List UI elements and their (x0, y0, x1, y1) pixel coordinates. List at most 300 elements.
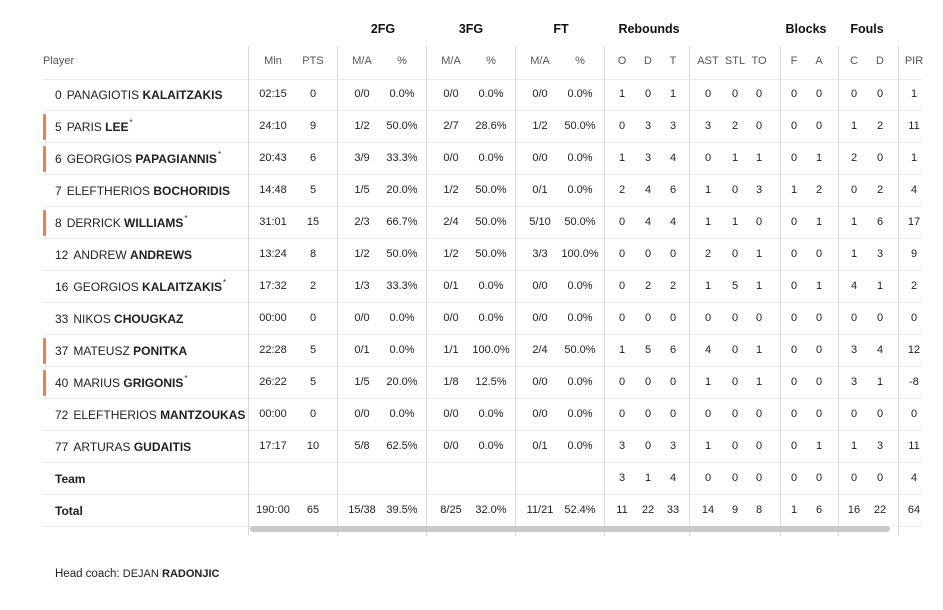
stat-stl: 0 (731, 440, 739, 452)
table-row[interactable] (43, 431, 923, 463)
column-divider (337, 46, 338, 536)
stat-min: 02:15 (259, 88, 287, 100)
stat-d: 1 (644, 472, 652, 484)
stat-t: 33 (666, 504, 680, 516)
stat-o: 0 (618, 408, 626, 420)
stat-fg2-pct: 33.3% (386, 152, 418, 164)
player-first-name: ELEFTHERIOS (73, 408, 157, 422)
starter-marker (43, 370, 46, 396)
player-number: 72 (55, 408, 69, 422)
stat-fd: 0 (876, 312, 884, 324)
column-header-pir: PIR (904, 55, 924, 67)
stat-fg3-pct: 100.0% (472, 344, 510, 356)
stat-fg2-ma: 0/0 (354, 408, 370, 420)
column-divider (426, 46, 427, 536)
stat-pts: 10 (306, 440, 320, 452)
total-row-label: Total (55, 504, 83, 518)
player-first-name: ELEFTHERIOS (66, 184, 151, 198)
stat-stl: 0 (731, 376, 739, 388)
player-last-name: CHOUGKAZ (114, 312, 184, 326)
stat-fg2-pct: 50.0% (386, 120, 418, 132)
stat-d: 0 (644, 376, 652, 388)
stat-bf: 0 (790, 408, 798, 420)
stat-fg3-pct: 0.0% (478, 280, 504, 292)
stat-ft-ma: 0/0 (532, 280, 548, 292)
stat-pir: 11 (908, 120, 920, 132)
stat-o: 1 (618, 152, 626, 164)
player-name[interactable] (55, 216, 188, 230)
stat-bf: 0 (790, 312, 798, 324)
player-number: 6 (55, 152, 62, 166)
player-last-name: GRIGONIS (123, 376, 184, 390)
stat-fg2-ma: 15/38 (348, 504, 376, 516)
stat-fg3-ma: 2/4 (443, 216, 459, 228)
player-name[interactable] (55, 312, 184, 326)
stat-min: 22:28 (259, 344, 287, 356)
stat-fg2-pct: 20.0% (386, 376, 418, 388)
stat-ft-ma: 5/10 (529, 216, 551, 228)
stat-ft-ma: 0/1 (532, 184, 548, 196)
stat-fg3-ma: 0/0 (443, 88, 459, 100)
stat-fd: 0 (876, 88, 884, 100)
stat-t: 0 (669, 376, 677, 388)
column-divider (248, 46, 249, 536)
stat-fg3-pct: 12.5% (475, 376, 507, 388)
stat-t: 4 (669, 152, 677, 164)
stat-ft-ma: 0/0 (532, 408, 548, 420)
stat-stl: 0 (731, 88, 739, 100)
stat-o: 0 (618, 280, 626, 292)
stat-ft-ma: 1/2 (532, 120, 548, 132)
player-name[interactable] (55, 152, 221, 166)
stat-to: 1 (755, 280, 763, 292)
player-number: 33 (55, 312, 69, 326)
stat-stl: 9 (731, 504, 739, 516)
stat-to: 0 (755, 88, 763, 100)
stat-to: 1 (755, 376, 763, 388)
stat-fg3-ma: 0/0 (443, 312, 459, 324)
stat-fg2-ma: 0/1 (354, 344, 370, 356)
stat-fd: 2 (876, 120, 884, 132)
stat-fg3-pct: 0.0% (478, 408, 504, 420)
stat-pts: 0 (309, 88, 317, 100)
stat-fd: 3 (876, 440, 884, 452)
stat-pir: 17 (907, 216, 921, 228)
player-name[interactable] (55, 376, 188, 390)
stat-fc: 16 (847, 504, 861, 516)
table-row[interactable] (43, 175, 923, 207)
stat-ft-pct: 50.0% (564, 344, 596, 356)
group-rebounds: Rebounds (618, 22, 680, 36)
stat-pts: 5 (309, 184, 317, 196)
player-name[interactable] (55, 440, 192, 454)
stat-t: 3 (669, 440, 677, 452)
stat-fc: 1 (850, 248, 858, 260)
stat-ft-pct: 0.0% (567, 88, 593, 100)
stat-stl: 0 (731, 408, 739, 420)
stat-to: 1 (755, 344, 763, 356)
stat-fc: 1 (850, 120, 858, 132)
stat-min: 17:32 (259, 280, 287, 292)
group-fouls: Fouls (850, 22, 884, 36)
player-first-name: ANDREW (73, 248, 127, 262)
stat-fc: 0 (850, 312, 858, 324)
stat-min: 26:22 (259, 376, 287, 388)
stat-ast: 0 (704, 312, 712, 324)
stat-t: 0 (669, 248, 677, 260)
stat-t: 0 (669, 312, 677, 324)
stat-o: 11 (616, 504, 628, 516)
stat-ast: 0 (704, 152, 712, 164)
stat-ast: 1 (704, 280, 712, 292)
stat-fg3-ma: 1/8 (443, 376, 459, 388)
coach-label: Head coach: (55, 568, 120, 580)
stat-pir: 9 (910, 248, 918, 260)
stat-ft-pct: 0.0% (567, 280, 593, 292)
stat-ba: 0 (815, 88, 823, 100)
stat-pir: 4 (910, 184, 918, 196)
column-header-ast: AST (697, 55, 719, 67)
stat-ba: 2 (815, 184, 823, 196)
stat-ft-pct: 100.0% (561, 248, 599, 260)
stat-min: 24:10 (259, 120, 287, 132)
stat-o: 3 (618, 440, 626, 452)
player-last-name: PONITKA (133, 344, 188, 358)
stat-stl: 5 (731, 280, 739, 292)
stat-ba: 0 (815, 472, 823, 484)
column-header-blk-a: A (815, 55, 823, 67)
player-star-mark: * (223, 278, 227, 287)
stat-ft-pct: 0.0% (567, 184, 593, 196)
player-first-name: PARIS (66, 120, 102, 134)
stat-fg2-ma: 1/2 (354, 120, 370, 132)
stat-ba: 1 (815, 440, 823, 452)
stat-fd: 6 (876, 216, 884, 228)
stat-min: 17:17 (259, 440, 287, 452)
stat-d: 0 (644, 88, 652, 100)
stat-ast: 0 (704, 88, 712, 100)
table-row[interactable] (43, 303, 923, 335)
column-divider (780, 46, 781, 536)
stat-pir: 0 (910, 408, 918, 420)
stat-ast: 1 (704, 184, 712, 196)
stat-bf: 0 (790, 440, 798, 452)
stat-fg2-pct: 0.0% (389, 312, 415, 324)
stat-min: 14:48 (259, 184, 287, 196)
player-number: 16 (55, 280, 69, 294)
stat-ast: 1 (704, 376, 712, 388)
player-name[interactable] (55, 344, 188, 358)
stat-d: 0 (644, 312, 652, 324)
player-star-mark: * (184, 374, 188, 383)
stat-fg2-pct: 0.0% (389, 88, 415, 100)
stat-fg2-ma: 1/5 (354, 184, 370, 196)
starter-marker (43, 210, 46, 236)
stat-ft-pct: 50.0% (564, 216, 596, 228)
stat-fc: 0 (850, 88, 858, 100)
player-name[interactable] (55, 184, 231, 198)
stat-fd: 0 (876, 152, 884, 164)
stat-fg2-ma: 1/2 (354, 248, 370, 260)
stat-fc: 3 (850, 344, 858, 356)
column-header-reb-o: O (617, 55, 627, 67)
table-row[interactable] (43, 79, 923, 111)
player-last-name: PAPAGIANNIS (135, 152, 217, 166)
column-header-fg3-pct: % (486, 55, 496, 67)
stat-min: 31:01 (259, 216, 287, 228)
stat-o: 1 (618, 344, 626, 356)
stat-o: 0 (618, 248, 626, 260)
table-row[interactable] (43, 367, 923, 399)
stat-t: 4 (669, 216, 677, 228)
total-row (43, 495, 923, 527)
column-header-reb-t: T (669, 55, 677, 67)
stat-fg2-pct: 0.0% (389, 408, 415, 420)
table-row[interactable] (43, 207, 923, 239)
table-row[interactable] (43, 335, 923, 367)
column-header-reb-d: D (644, 55, 652, 67)
column-header-ft-ma: M/A (530, 55, 550, 67)
stat-d: 3 (644, 120, 652, 132)
stat-fg2-ma: 1/3 (354, 280, 370, 292)
stat-ba: 0 (815, 312, 823, 324)
stat-fg2-pct: 0.0% (389, 344, 415, 356)
stat-fd: 4 (876, 344, 884, 356)
stat-fg3-ma: 2/7 (443, 120, 459, 132)
stat-pts: 5 (309, 344, 317, 356)
stat-pir: 0 (910, 312, 918, 324)
group-ft: FT (553, 22, 569, 36)
stat-fd: 2 (876, 184, 884, 196)
stat-ft-pct: 0.0% (567, 312, 593, 324)
stat-d: 0 (644, 440, 652, 452)
stat-fg2-pct: 66.7% (386, 216, 418, 228)
stat-ast: 0 (704, 408, 712, 420)
stat-ba: 1 (815, 152, 823, 164)
player-first-name: NIKOS (73, 312, 111, 326)
stat-ft-ma: 2/4 (532, 344, 548, 356)
stat-pts: 0 (309, 312, 317, 324)
stat-d: 4 (644, 216, 652, 228)
stat-o: 0 (618, 216, 626, 228)
stat-t: 6 (669, 184, 677, 196)
group-2fg: 2FG (370, 22, 396, 36)
player-number: 0 (55, 88, 62, 102)
player-star-mark: * (129, 118, 133, 127)
stat-to: 8 (755, 504, 763, 516)
player-last-name: MANTZOUKAS (160, 408, 246, 422)
stat-o: 0 (618, 312, 626, 324)
table-row[interactable] (43, 111, 923, 143)
stat-fc: 4 (850, 280, 858, 292)
stat-o: 2 (618, 184, 626, 196)
starter-marker (43, 338, 46, 364)
stat-fg3-ma: 0/0 (443, 440, 459, 452)
stat-ft-pct: 50.0% (564, 120, 596, 132)
stat-fg3-pct: 0.0% (478, 152, 504, 164)
stat-o: 1 (618, 88, 626, 100)
stat-fg3-ma: 0/0 (443, 408, 459, 420)
stat-ba: 0 (815, 344, 823, 356)
player-number: 40 (55, 376, 69, 390)
column-divider (689, 46, 690, 536)
stat-fd: 0 (876, 408, 884, 420)
player-name[interactable] (55, 248, 193, 262)
player-number: 37 (55, 344, 69, 358)
stat-ft-ma: 0/0 (532, 312, 548, 324)
stat-fd: 3 (876, 248, 884, 260)
stat-t: 2 (669, 280, 677, 292)
stat-bf: 0 (790, 152, 798, 164)
column-header-ft-pct: % (575, 55, 585, 67)
stat-bf: 0 (790, 472, 798, 484)
stat-fc: 0 (850, 408, 858, 420)
stat-pir: 64 (907, 504, 921, 516)
stat-ft-pct: 0.0% (567, 152, 593, 164)
player-star-mark: * (184, 214, 188, 223)
stat-pts: 6 (309, 152, 317, 164)
stat-ft-ma: 11/21 (526, 504, 554, 516)
stat-ast: 1 (704, 216, 712, 228)
table-row[interactable] (43, 271, 923, 303)
column-header-min: Min (264, 55, 282, 67)
stat-fd: 1 (876, 280, 884, 292)
stat-min: 00:00 (259, 312, 287, 324)
player-last-name: WILLIAMS (124, 216, 184, 230)
column-header-foul-c: C (850, 55, 858, 67)
stat-pir: 12 (907, 344, 921, 356)
player-name[interactable] (55, 88, 224, 102)
stat-ast: 3 (704, 120, 712, 132)
stat-t: 0 (669, 408, 677, 420)
player-name[interactable] (55, 120, 133, 134)
stat-stl: 0 (731, 472, 739, 484)
stat-t: 4 (669, 472, 677, 484)
stat-to: 0 (755, 440, 763, 452)
stat-fc: 1 (850, 440, 858, 452)
stat-stl: 1 (731, 216, 739, 228)
player-last-name: KALAITZAKIS (142, 88, 223, 102)
stat-fg3-ma: 0/0 (443, 152, 459, 164)
stat-pir: 2 (910, 280, 918, 292)
player-first-name: MATEUSZ (73, 344, 130, 358)
stat-pts: 2 (309, 280, 317, 292)
stat-fg3-ma: 8/25 (440, 504, 462, 516)
stat-ft-ma: 0/1 (532, 440, 548, 452)
player-first-name: MARIUS (73, 376, 121, 390)
stat-bf: 0 (790, 344, 798, 356)
stat-ft-pct: 0.0% (567, 408, 593, 420)
stat-d: 0 (644, 408, 652, 420)
player-number: 77 (55, 440, 69, 454)
table-row[interactable] (43, 143, 923, 175)
column-header-fg3-ma: M/A (441, 55, 461, 67)
player-first-name: ARTURAS (73, 440, 131, 454)
stat-fg3-pct: 0.0% (478, 88, 504, 100)
player-name[interactable] (55, 408, 246, 422)
stat-ft-ma: 0/0 (532, 88, 548, 100)
stat-fd: 22 (873, 504, 887, 516)
stat-ft-ma: 0/0 (532, 376, 548, 388)
stat-bf: 0 (790, 280, 798, 292)
stat-d: 22 (641, 504, 655, 516)
stat-ba: 1 (815, 216, 823, 228)
stat-fg2-ma: 0/0 (354, 312, 370, 324)
stat-o: 0 (618, 376, 626, 388)
stat-ba: 0 (815, 376, 823, 388)
stat-pts: 65 (306, 504, 320, 516)
stat-fg3-pct: 0.0% (478, 440, 504, 452)
player-star-mark: * (217, 150, 222, 159)
stat-fg2-pct: 39.5% (386, 504, 418, 516)
horizontal-scrollbar[interactable] (250, 526, 890, 532)
stat-to: 0 (755, 120, 763, 132)
stat-pir: 11 (908, 440, 920, 452)
stat-to: 0 (755, 312, 763, 324)
stat-fc: 0 (850, 184, 858, 196)
stat-bf: 0 (790, 376, 798, 388)
player-first-name: DERRICK (66, 216, 121, 230)
stat-fg2-ma: 3/9 (354, 152, 370, 164)
table-row[interactable] (43, 399, 923, 431)
column-header-row (43, 46, 923, 78)
stat-ast: 14 (701, 504, 715, 516)
stat-fd: 1 (876, 376, 884, 388)
stat-fg3-ma: 1/2 (443, 184, 459, 196)
coach-first-name: DEJAN (122, 568, 159, 580)
stat-t: 3 (669, 120, 677, 132)
stat-pts: 8 (309, 248, 317, 260)
stat-min: 20:43 (259, 152, 287, 164)
stat-bf: 1 (790, 504, 798, 516)
player-first-name: GEORGIOS (73, 280, 139, 294)
stat-ba: 0 (815, 408, 823, 420)
player-number: 8 (55, 216, 62, 230)
stat-to: 0 (755, 216, 763, 228)
stat-fg3-ma: 1/1 (443, 344, 459, 356)
column-header-fg2-ma: M/A (352, 55, 372, 67)
starter-marker (43, 114, 46, 140)
stat-to: 1 (755, 248, 763, 260)
stat-ft-pct: 52.4% (564, 504, 596, 516)
player-last-name: LEE (105, 120, 129, 134)
stat-d: 5 (644, 344, 652, 356)
stat-o: 3 (618, 472, 626, 484)
stat-d: 0 (644, 248, 652, 260)
player-first-name: PANAGIOTIS (66, 88, 140, 102)
player-number: 7 (55, 184, 62, 198)
stat-o: 0 (618, 120, 626, 132)
stat-fg2-ma: 2/3 (354, 216, 370, 228)
team-row (43, 463, 923, 495)
stat-pir: 1 (910, 88, 918, 100)
column-header-stl: STL (724, 55, 746, 67)
stat-ba: 6 (815, 504, 823, 516)
column-header-fg2-pct: % (397, 55, 407, 67)
stat-to: 3 (755, 184, 763, 196)
table-row[interactable] (43, 239, 923, 271)
player-name[interactable] (55, 280, 226, 294)
stat-pir: 1 (910, 152, 918, 164)
stat-d: 4 (644, 184, 652, 196)
stat-ast: 4 (704, 344, 712, 356)
stat-pts: 0 (309, 408, 317, 420)
team-row-label: Team (55, 472, 86, 486)
stat-fg2-pct: 20.0% (386, 184, 418, 196)
head-coach (55, 568, 220, 580)
stat-t: 6 (669, 344, 677, 356)
player-first-name: GEORGIOS (66, 152, 133, 166)
